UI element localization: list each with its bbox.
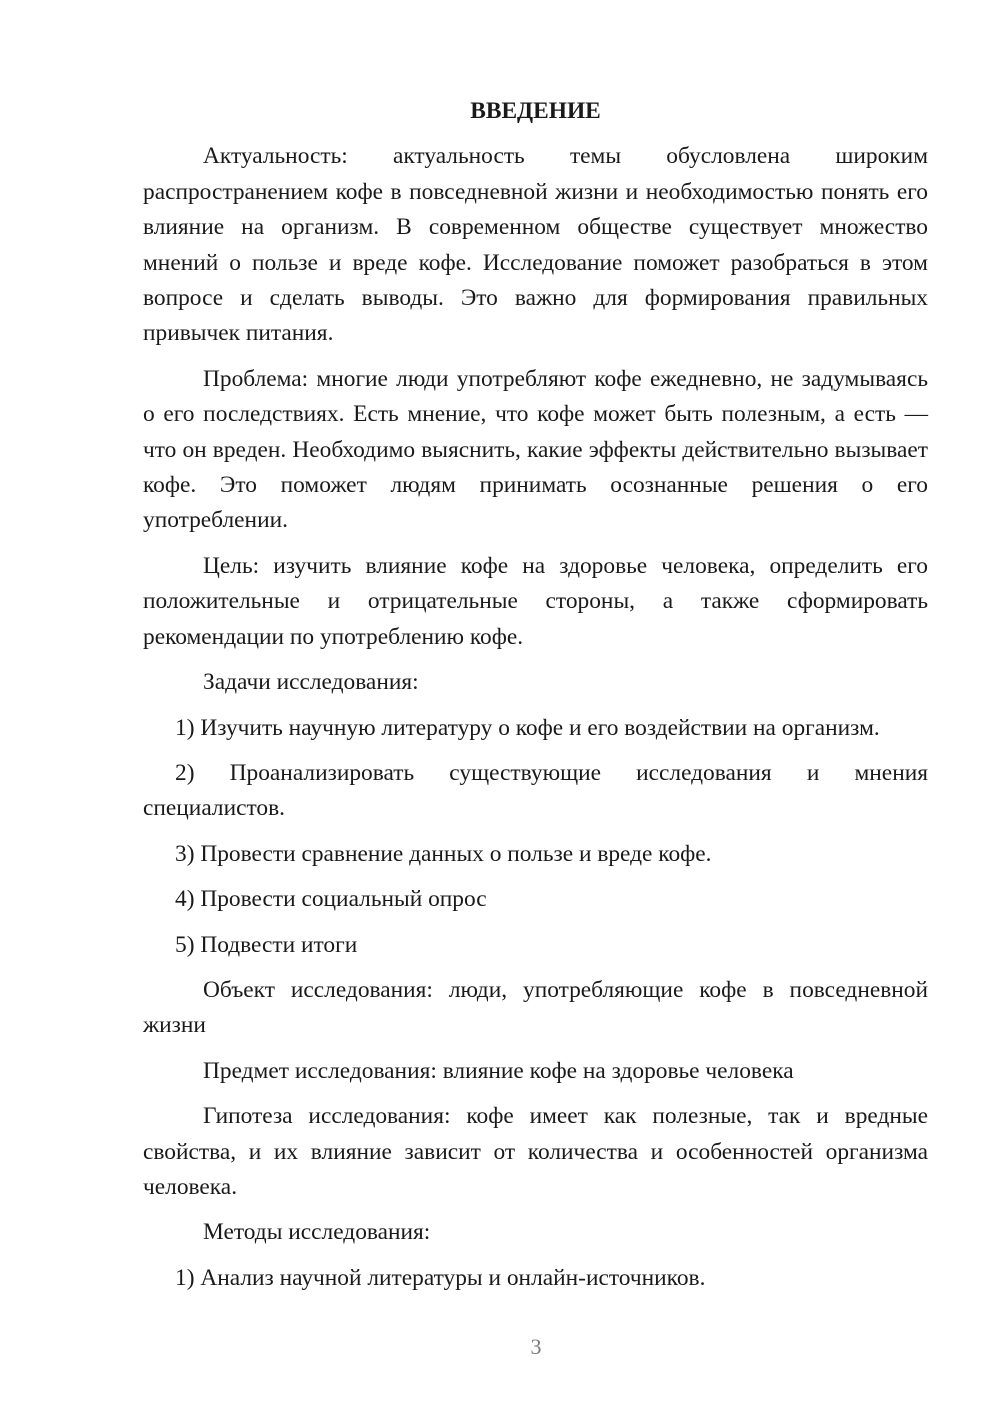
subject-paragraph: Предмет исследования: влияние кофе на здоровье человека (203, 1057, 794, 1084)
page-number: 3 (530, 1334, 542, 1359)
section-heading: ВВЕДЕНИЕ (470, 98, 601, 124)
method-item: 1) Анализ научной литературы и онлайн-источников. (175, 1264, 706, 1291)
page-content (143, 94, 928, 1306)
task-item: 5) Подвести итоги (175, 931, 358, 958)
task-item: 1) Изучить научную литературу о кофе и его воздействии на организм. (175, 714, 880, 741)
goal-paragraph: Цель: изучить влияние кофе на здоровье человека, определить его положительные и отрицательные стороны, а также сформировать рекомендации по употреблению кофе. (143, 552, 928, 650)
problem-paragraph: Проблема: многие люди употребляют кофе ежедневно, не задумываясь о его последствиях. Есть мнение, что кофе может быть полезным, а есть — что он вреден. Необходимо выяснить, какие эффекты действительно вызывает кофе. Это поможет людям принимать осознанные решения о его употреблении. (143, 365, 928, 534)
tasks-heading: Задачи исследования: (203, 669, 419, 696)
relevance-paragraph: Актуальность: актуальность темы обусловлена широким распространением кофе в повседневной жизни и необходимостью понять его влияние на организм. В современном обществе существует множество мнений о пользе и вреде кофе. Исследование поможет разобраться в этом вопросе и сделать выводы. Это важно для формирования правильных привычек питания. (143, 143, 928, 347)
task-item: 3) Провести сравнение данных о пользе и вреде кофе. (175, 840, 712, 867)
object-paragraph: Объект исследования: люди, употребляющие кофе в повседневной жизни (143, 976, 928, 1039)
hypothesis-paragraph: Гипотеза исследования: кофе имеет как полезные, так и вредные свойства, и их влияние зависит от количества и особенностей организма человека. (143, 1103, 928, 1200)
methods-heading: Методы исследования: (203, 1219, 431, 1246)
task-item: 2) Проанализировать существующие исследования и мнения специалистов. (143, 759, 928, 822)
task-item: 4) Провести социальный опрос (175, 886, 487, 913)
